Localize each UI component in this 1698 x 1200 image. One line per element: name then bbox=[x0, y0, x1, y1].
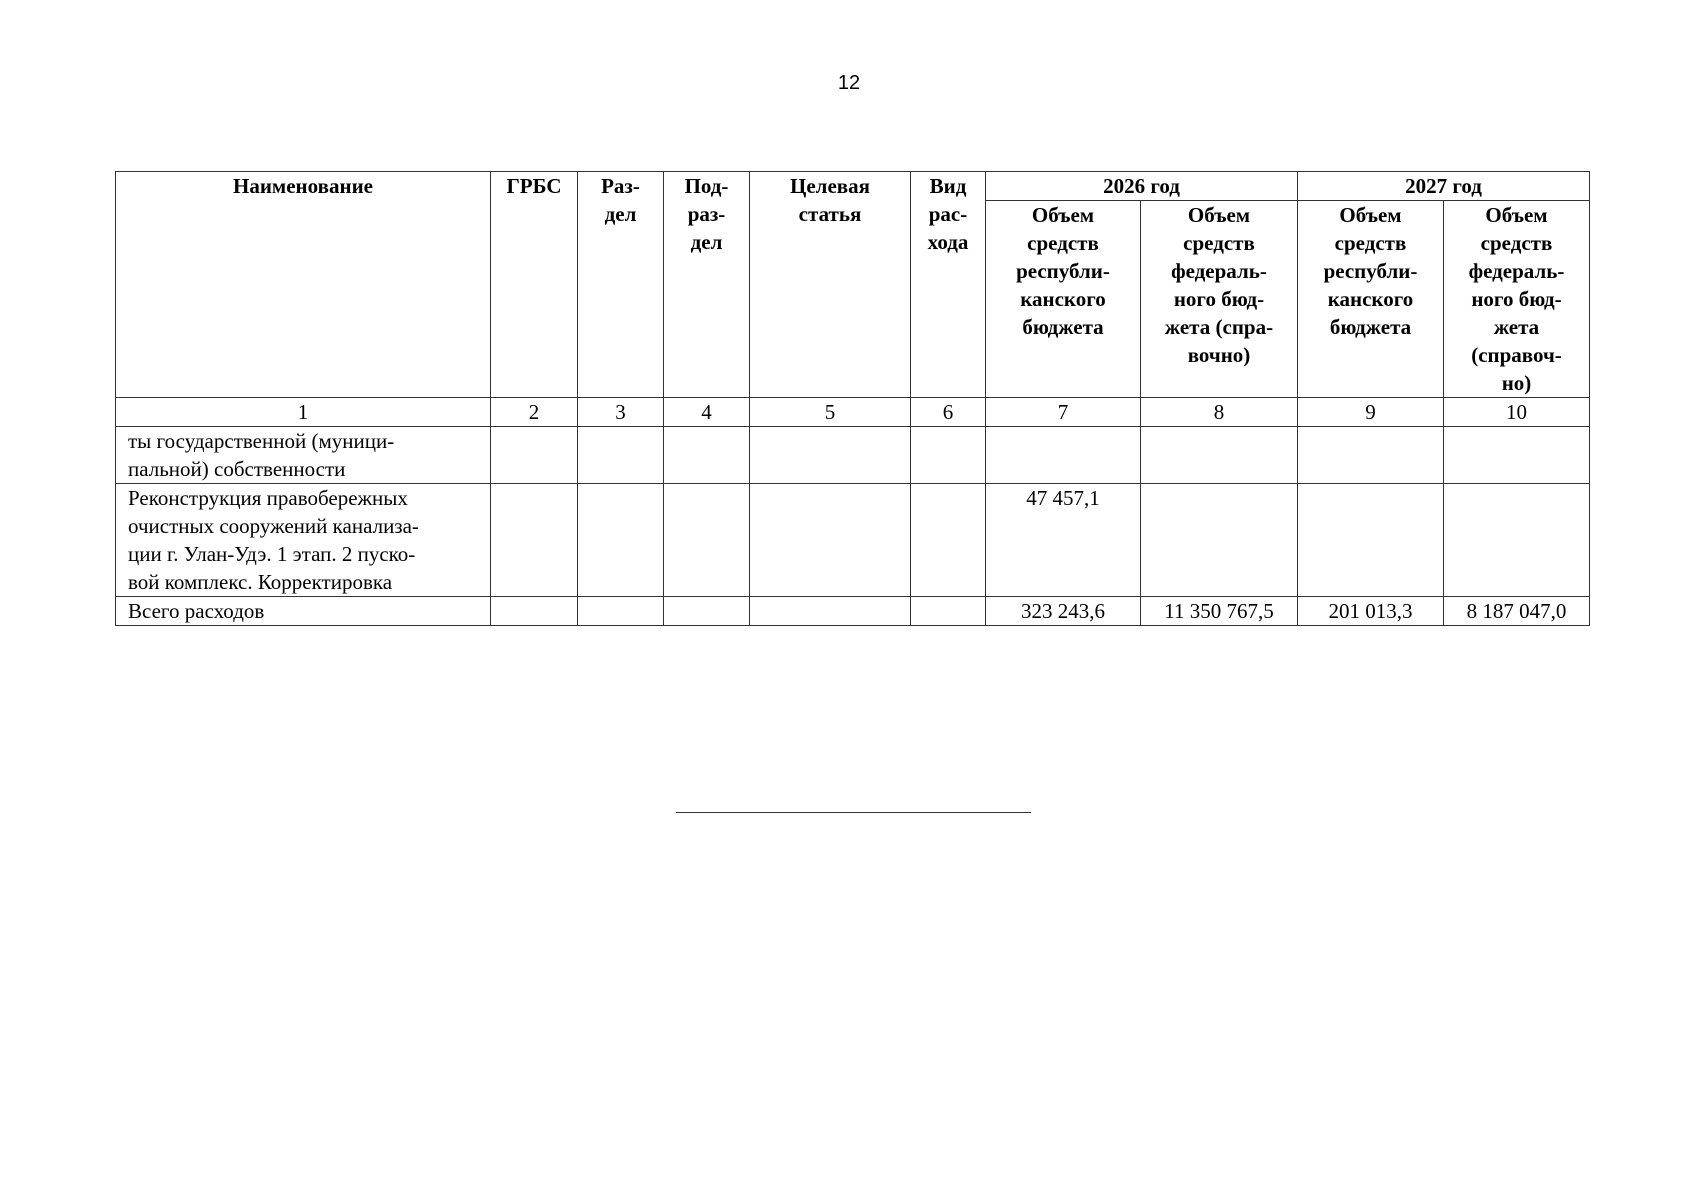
cell-celevaya bbox=[750, 597, 911, 626]
cell-2026-federal: 11 350 767,5 bbox=[1141, 597, 1298, 626]
column-number: 2 bbox=[491, 398, 578, 427]
cell-2026-federal bbox=[1141, 427, 1298, 484]
cell-2026-republican: 323 243,6 bbox=[986, 597, 1141, 626]
end-divider bbox=[676, 812, 1031, 813]
cell-2026-republican: 47 457,1 bbox=[986, 484, 1141, 597]
cell-vid bbox=[911, 597, 986, 626]
header-2027-republican: Объем средств республи- канского бюджета bbox=[1298, 201, 1444, 398]
header-2026-federal: Объем средств федераль- ного бюд- жета (спра- вочно) bbox=[1141, 201, 1298, 398]
header-2027-federal: Объем средств федераль- ного бюд- жета (справоч- но) bbox=[1444, 201, 1590, 398]
column-number: 7 bbox=[986, 398, 1141, 427]
column-number: 5 bbox=[750, 398, 911, 427]
cell-grbs bbox=[491, 484, 578, 597]
cell-vid bbox=[911, 484, 986, 597]
cell-celevaya bbox=[750, 427, 911, 484]
cell-2027-federal bbox=[1444, 427, 1590, 484]
header-podrazdel: Под- раз- дел bbox=[664, 172, 750, 398]
cell-podrazdel bbox=[664, 597, 750, 626]
column-numbers-row bbox=[116, 398, 1590, 427]
row-name: Реконструкция правобережных очистных сооружений канализа- ции г. Улан-Удэ. 1 этап. 2 пуско- вой комплекс. Корректировка bbox=[116, 484, 491, 597]
column-number: 10 bbox=[1444, 398, 1590, 427]
header-grbs: ГРБС bbox=[491, 172, 578, 398]
column-number: 3 bbox=[578, 398, 664, 427]
header-celevaya-statya: Целевая статья bbox=[750, 172, 911, 398]
row-name: ты государственной (муници- пальной) собственности bbox=[116, 427, 491, 484]
header-razdel: Раз- дел bbox=[578, 172, 664, 398]
cell-2027-republican bbox=[1298, 484, 1444, 597]
cell-razdel bbox=[578, 597, 664, 626]
column-number: 8 bbox=[1141, 398, 1298, 427]
header-year-2027: 2027 год bbox=[1298, 172, 1590, 201]
cell-podrazdel bbox=[664, 484, 750, 597]
column-number: 6 bbox=[911, 398, 986, 427]
cell-vid bbox=[911, 427, 986, 484]
cell-2027-republican bbox=[1298, 427, 1444, 484]
cell-grbs bbox=[491, 597, 578, 626]
page-number: 12 bbox=[837, 72, 861, 94]
column-number: 4 bbox=[664, 398, 750, 427]
cell-2027-federal bbox=[1444, 484, 1590, 597]
column-number: 1 bbox=[116, 398, 491, 427]
header-name: Наименование bbox=[116, 172, 491, 398]
table-row-total bbox=[116, 597, 1590, 626]
row-name: Всего расходов bbox=[116, 597, 491, 626]
cell-razdel bbox=[578, 484, 664, 597]
cell-celevaya bbox=[750, 484, 911, 597]
header-vid-rashoda: Вид рас- хода bbox=[911, 172, 986, 398]
cell-podrazdel bbox=[664, 427, 750, 484]
cell-2026-federal bbox=[1141, 484, 1298, 597]
cell-grbs bbox=[491, 427, 578, 484]
cell-razdel bbox=[578, 427, 664, 484]
table-row bbox=[116, 427, 1590, 484]
column-number: 9 bbox=[1298, 398, 1444, 427]
cell-2027-federal: 8 187 047,0 bbox=[1444, 597, 1590, 626]
header-2026-republican: Объем средств республи- канского бюджета bbox=[986, 201, 1141, 398]
cell-2027-republican: 201 013,3 bbox=[1298, 597, 1444, 626]
table-row bbox=[116, 484, 1590, 597]
header-year-2026: 2026 год bbox=[986, 172, 1298, 201]
budget-table bbox=[115, 171, 1590, 626]
cell-2026-republican bbox=[986, 427, 1141, 484]
